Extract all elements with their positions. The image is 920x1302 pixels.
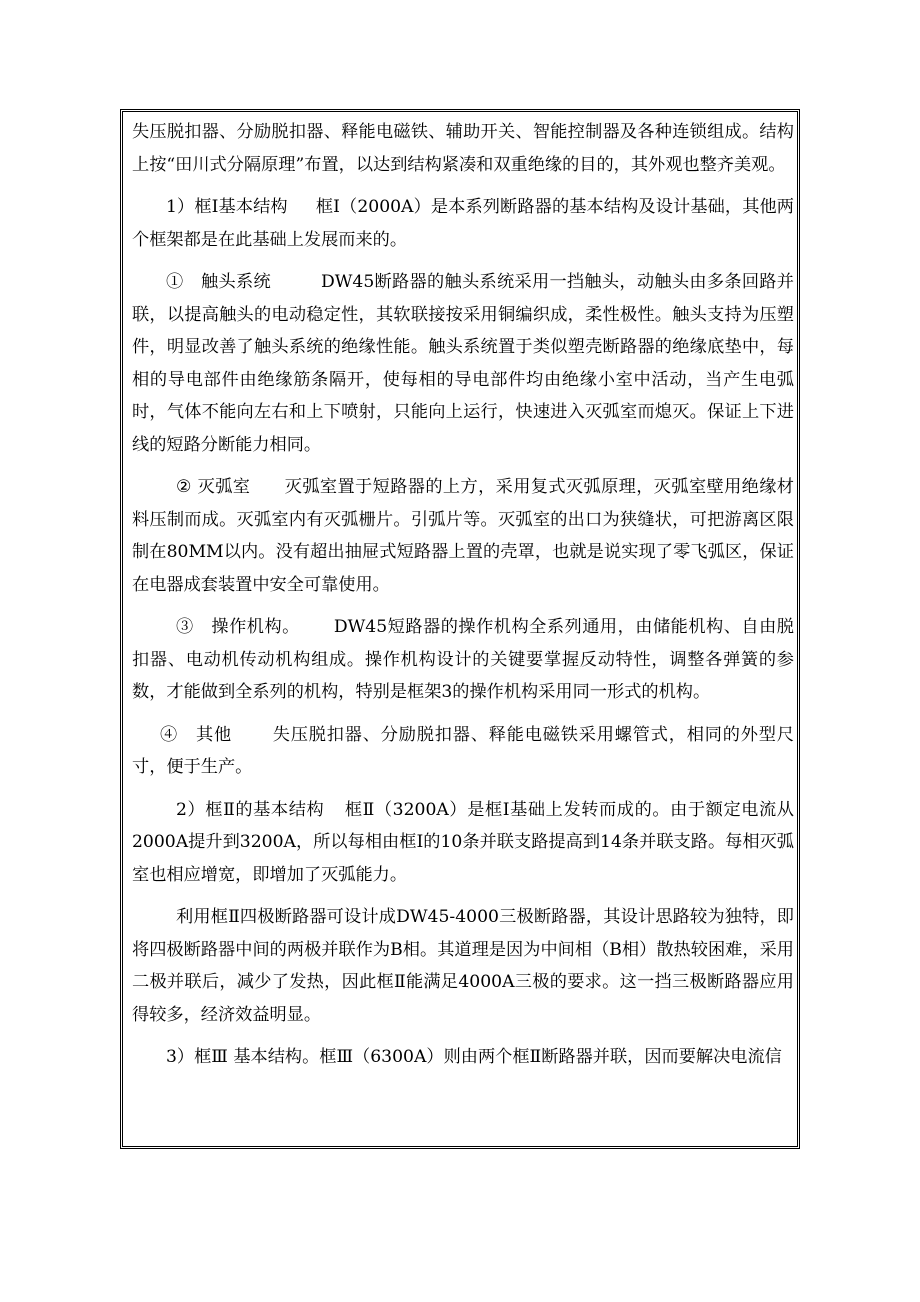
paragraph-dw45-4000 — [132, 901, 794, 1031]
paragraph-contact-system — [132, 266, 794, 461]
paragraph-text: 3）框Ⅲ 基本结构。框Ⅲ（6300A）则由两个框Ⅱ断路器并联，因而要解决电流信 — [166, 1047, 782, 1067]
document-body — [132, 116, 794, 1074]
section-heading: ② 灭弧室 — [176, 477, 251, 497]
paragraph-text: DW45断路器的触头系统采用一挡触头，动触头由多条回路并联，以提高触头的电动稳定性，其软联接按采用铜编织成，柔性极性。触头支持为压塑件，明显改善了触头系统的绝缘性能。触头系统置于类似塑壳断路器的绝缘底垫中，每相的导电部件由绝缘筋条隔开，使每相的导电部件均由绝缘小室中活动，当产生电弧时，气体不能向左右和上下喷射，只能向上运行，快速进入灭弧室而熄灭。保证上下进线的短路分断能力相同。 — [132, 272, 794, 455]
paragraph-text: 利用框Ⅱ四极断路器可设计成DW45-4000三极断路器，其设计思路较为独特，即将四极断路器中间的两极并联作为B相。其道理是因为中间相（B相）散热较困难，采用二极并联后，减少了发热，因此框Ⅱ能满足4000A三极的要求。这一挡三极断路器应用得较多，经济效益明显。 — [132, 907, 794, 1025]
paragraph-frame1 — [132, 191, 794, 256]
paragraph-frame3 — [132, 1041, 794, 1074]
paragraph-text: 灭弧室置于短路器的上方，采用复式灭弧原理，灭弧室壁用绝缘材料压制而成。灭弧室内有灭弧栅片。引弧片等。灭弧室的出口为狭缝状，可把游离区限制在80MM以内。没有超出抽屉式短路器上置的壳罩，也就是说实现了零飞弧区，保证在电器成套装置中安全可靠使用。 — [132, 477, 794, 595]
paragraph-text: 框Ⅱ（3200A）是框Ⅰ基础上发转而成的。由于额定电流从2000A提升到3200A，所以每相由框Ⅰ的10条并联支路提高到14条并联支路。每相灭弧室也相应增宽，即增加了灭弧能力。 — [132, 799, 794, 885]
paragraph-text: 失压脱扣器、分励脱扣器、释能电磁铁采用螺管式，相同的外型尺寸，便于生产。 — [132, 724, 794, 777]
paragraph-intro — [132, 116, 794, 181]
paragraph-text: 失压脱扣器、分励脱扣器、释能电磁铁、辅助开关、智能控制器及各种连锁组成。结构上按“田川式分隔原理”布置，以达到结构紧凑和双重绝缘的目的，其外观也整齐美观。 — [132, 122, 794, 175]
section-heading: 2）框Ⅱ的基本结构 — [176, 799, 325, 820]
paragraph-frame2 — [132, 794, 794, 892]
section-heading: 1）框Ⅰ基本结构 — [166, 197, 288, 217]
paragraph-operating-mechanism — [132, 611, 794, 709]
paragraph-other — [132, 719, 794, 784]
section-heading: ④ 其他 — [160, 724, 232, 745]
section-heading: ③ 操作机构。 — [176, 617, 300, 637]
paragraph-text: DW45短路器的操作机构全系列通用，由储能机构、自由脱扣器、电动机传动机构组成。操作机构设计的关键要掌握反动特性，调整各弹簧的参数，才能做到全系列的机构，特别是框架3的操作机构采用同一形式的机构。 — [132, 617, 794, 702]
paragraph-arc-chamber — [132, 471, 794, 601]
section-heading: ① 触头系统 — [166, 272, 271, 292]
paragraph-text: 框Ⅰ（2000A）是本系列断路器的基本结构及设计基础，其他两个框架都是在此基础上发展而来的。 — [132, 197, 794, 250]
